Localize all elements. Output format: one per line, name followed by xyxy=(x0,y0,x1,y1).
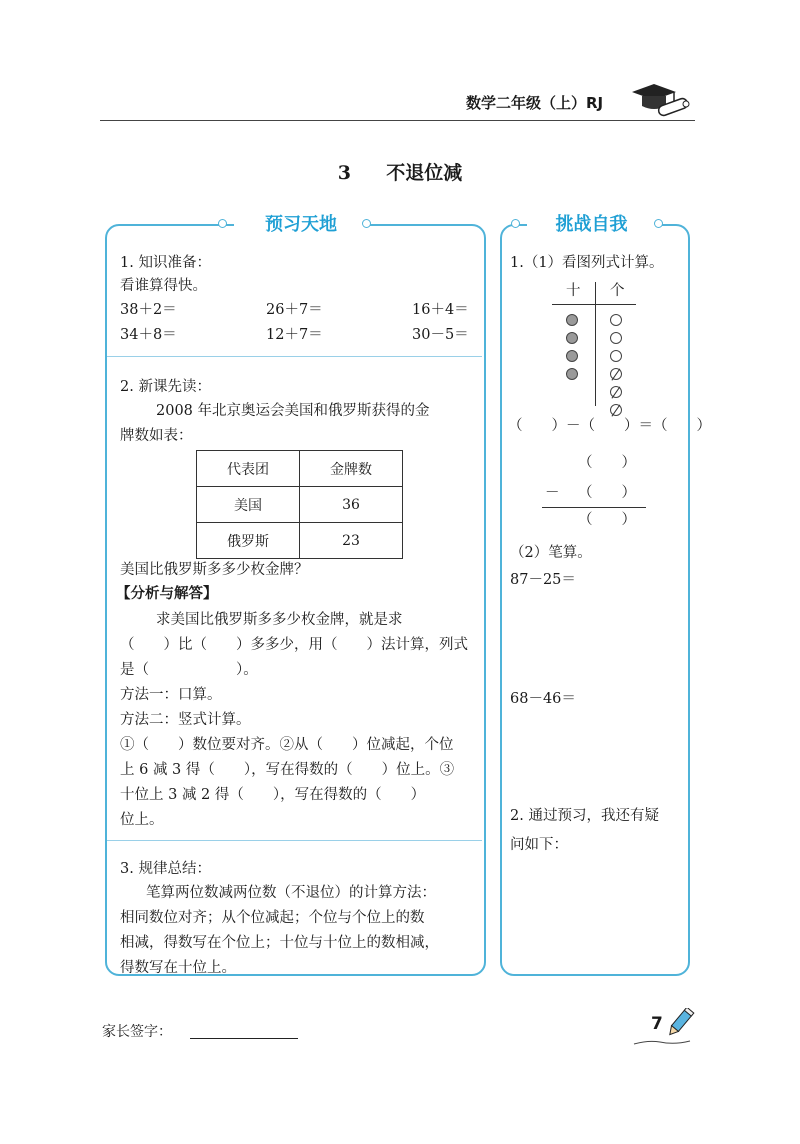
analysis-line: 是（ ）。 xyxy=(120,662,258,678)
section2-intro: 牌数如表： xyxy=(120,428,193,444)
tens-bead xyxy=(566,368,578,380)
ones-bead-crossed xyxy=(610,368,622,380)
tens-bead xyxy=(566,314,578,326)
vertical-bottom: （ ） xyxy=(578,512,636,528)
table-row xyxy=(197,523,403,559)
ones-bead xyxy=(610,314,622,326)
title-dot-left xyxy=(218,219,227,228)
question-text: 美国比俄罗斯多多少枚金牌？ xyxy=(120,562,309,578)
steps-line: ①（ ）数位要对齐。②从（ ）位减起，个位 xyxy=(120,737,454,753)
steps-line: 十位上 3 减 2 得（ ），写在得数的（ ） xyxy=(120,787,426,803)
ones-bead xyxy=(610,350,622,362)
lesson-title xyxy=(0,158,800,185)
medal-table xyxy=(196,450,403,559)
calc-item: 38＋2＝ xyxy=(120,302,177,318)
section1-heading: 1. 知识准备： xyxy=(120,255,211,271)
table-cell: 美国 xyxy=(197,487,300,523)
preview-panel-title: 预习天地 xyxy=(234,210,368,236)
tens-label: 十 xyxy=(566,283,581,299)
written-calc: 87－25＝ xyxy=(510,572,576,588)
cross-out-mark xyxy=(611,387,620,399)
parent-signature-label: 家长签字： xyxy=(102,1024,172,1040)
challenge-panel-title: 挑战自我 xyxy=(527,210,656,236)
table-header-row xyxy=(197,451,403,487)
section2-intro: 2008 年北京奥运会美国和俄罗斯获得的金 xyxy=(156,403,430,419)
chart-vertical-line xyxy=(595,282,596,406)
header-rule xyxy=(100,120,695,121)
challenge-q2: 问如下： xyxy=(510,837,568,853)
tens-bead xyxy=(566,332,578,344)
title-dot-right xyxy=(654,219,663,228)
section-divider xyxy=(107,356,482,357)
calc-item: 26＋7＝ xyxy=(266,302,323,318)
steps-line: 位上。 xyxy=(120,812,164,828)
vertical-minus: － xyxy=(545,485,560,501)
vertical-middle: （ ） xyxy=(578,485,636,501)
title-dot-left xyxy=(511,219,520,228)
table-cell: 俄罗斯 xyxy=(197,523,300,559)
summary-line: 相同数位对齐；从个位减起；个位与个位上的数 xyxy=(120,910,425,926)
ones-bead-crossed xyxy=(610,386,622,398)
calc-item: 34＋8＝ xyxy=(120,327,177,343)
lesson-number: 3 xyxy=(337,162,351,184)
ones-bead xyxy=(610,332,622,344)
summary-line: 得数写在十位上。 xyxy=(120,960,236,976)
table-header-cell: 代表团 xyxy=(197,451,300,487)
cross-out-mark xyxy=(611,369,620,381)
table-cell: 23 xyxy=(300,523,403,559)
lesson-name: 不退位减 xyxy=(386,162,463,184)
vertical-top: （ ） xyxy=(578,455,636,471)
ones-label: 个 xyxy=(610,283,625,299)
section2-heading: 2. 新课先读： xyxy=(120,379,211,395)
analysis-title: 【分析与解答】 xyxy=(116,585,218,602)
method-two: 方法二：竖式计算。 xyxy=(120,712,251,728)
analysis-line: （ ）比（ ）多多少，用（ ）法计算，列式 xyxy=(120,637,468,653)
challenge-q1b: （2）笔算。 xyxy=(510,545,592,561)
equation-blank: （ ）－（ ）＝（ ） xyxy=(508,418,711,434)
table-cell: 36 xyxy=(300,487,403,523)
challenge-q2: 2. 通过预习，我还有疑 xyxy=(510,808,659,824)
tens-bead xyxy=(566,350,578,362)
calc-item: 30－5＝ xyxy=(412,327,469,343)
written-calc: 68－46＝ xyxy=(510,691,576,707)
title-dot-right xyxy=(362,219,371,228)
counting-chart xyxy=(548,280,638,410)
challenge-q1: 1.（1）看图列式计算。 xyxy=(510,255,664,271)
summary-line: 笔算两位数减两位数（不退位）的计算方法： xyxy=(146,885,436,901)
page-number: 7 xyxy=(651,1014,663,1034)
pencil-icon xyxy=(630,1008,696,1048)
section-divider xyxy=(107,840,482,841)
signature-line[interactable] xyxy=(190,1038,298,1039)
section3-heading: 3. 规律总结： xyxy=(120,861,211,877)
calc-item: 12＋7＝ xyxy=(266,327,323,343)
chart-horizontal-line xyxy=(552,304,636,305)
table-row xyxy=(197,487,403,523)
analysis-line: 求美国比俄罗斯多多少枚金牌，就是求 xyxy=(156,612,403,628)
graduation-cap-diploma-icon xyxy=(628,80,694,122)
table-header-cell: 金牌数 xyxy=(300,451,403,487)
steps-line: 上 6 减 3 得（ ），写在得数的（ ）位上。③ xyxy=(120,762,455,778)
method-one: 方法一：口算。 xyxy=(120,687,222,703)
summary-line: 相减，得数写在个位上；十位与十位上的数相减， xyxy=(120,935,439,951)
section1-prompt: 看谁算得快。 xyxy=(120,278,207,294)
subject-grade-label: 数学二年级（上）RJ xyxy=(466,94,604,112)
calc-item: 16＋4＝ xyxy=(412,302,469,318)
